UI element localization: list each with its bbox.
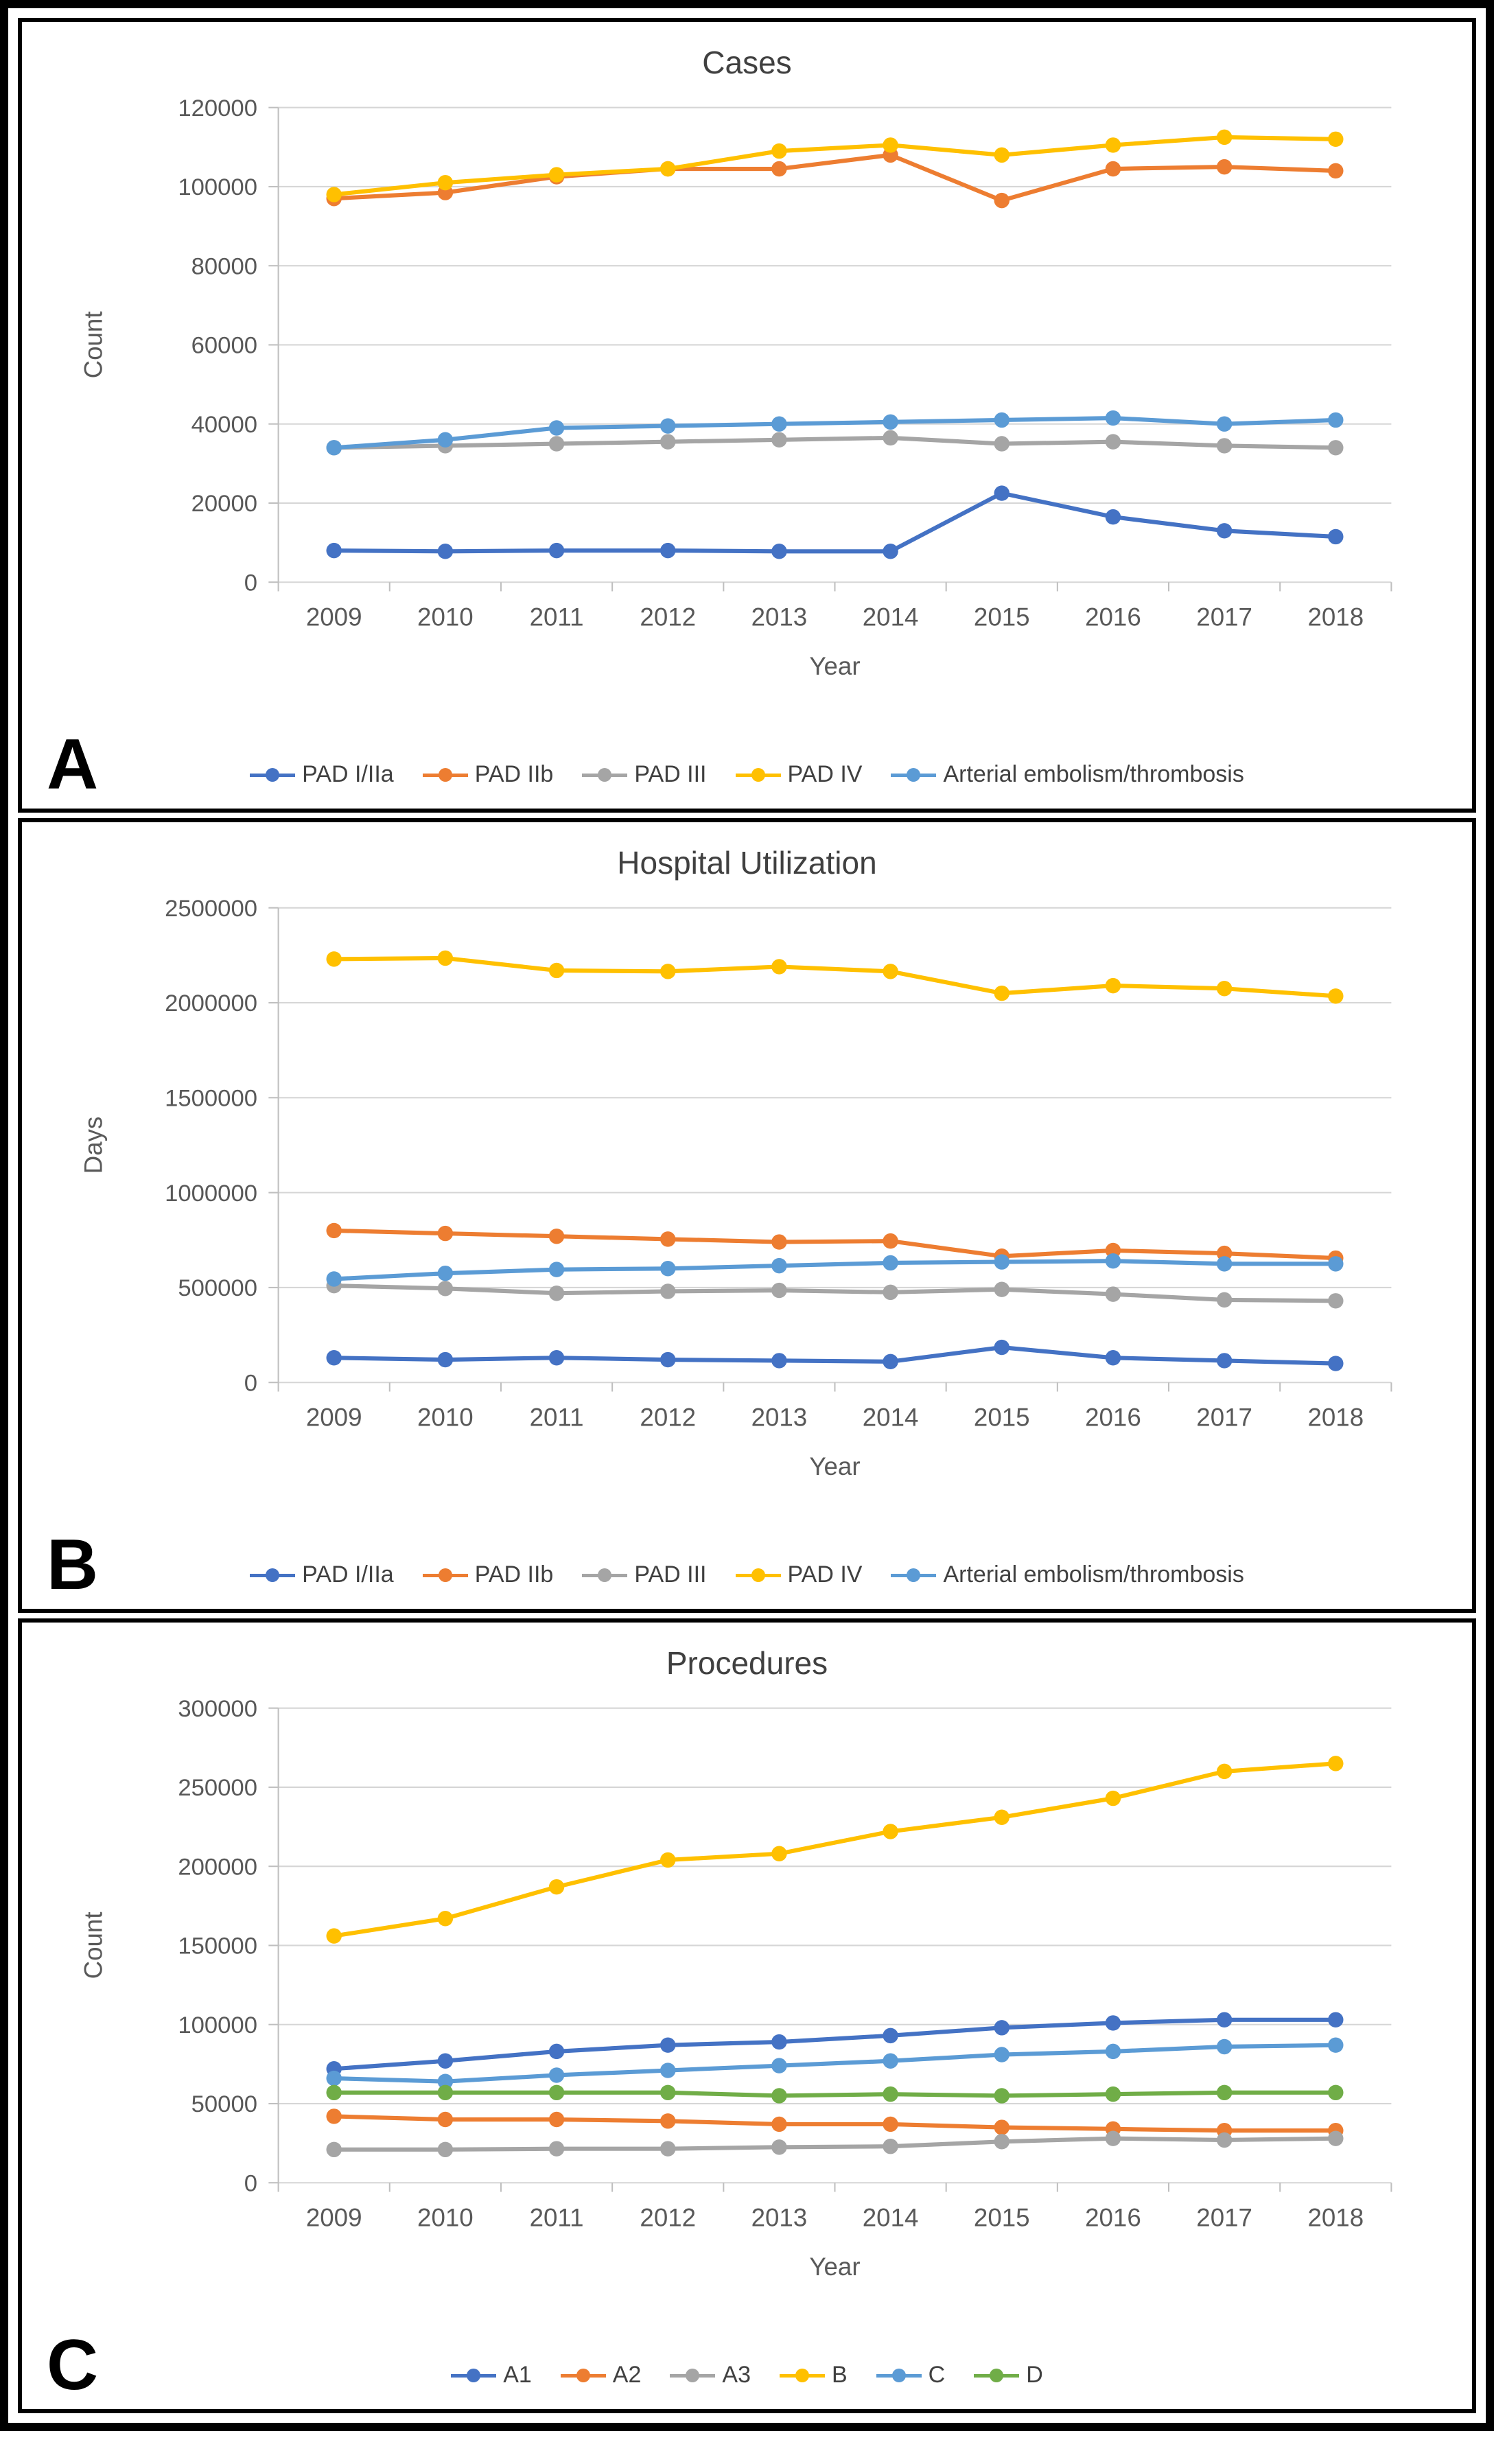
svg-text:60000: 60000: [191, 332, 257, 359]
chart-legend-cases: [36, 761, 1458, 788]
legend-row: [36, 761, 1458, 809]
chart-title-hospital-utilization: Hospital Utilization: [617, 845, 877, 881]
legend-item: [670, 2362, 751, 2389]
svg-text:2017: 2017: [1195, 603, 1252, 631]
svg-text:500000: 500000: [177, 1275, 257, 1302]
legend-marker-icon: [250, 1568, 295, 1583]
svg-text:2016: 2016: [1084, 603, 1141, 631]
legend-item: [736, 761, 863, 788]
legend-item: [423, 761, 554, 788]
legend-marker-icon: [423, 767, 468, 782]
svg-text:80000: 80000: [191, 253, 257, 280]
svg-text:2010: 2010: [417, 1403, 474, 1432]
svg-text:2018: 2018: [1307, 603, 1364, 631]
svg-text:2010: 2010: [417, 2203, 474, 2232]
svg-text:Year: Year: [808, 1452, 861, 1480]
svg-text:2009: 2009: [305, 1403, 362, 1432]
legend-marker-icon: [250, 767, 295, 782]
panel-letter-a: A: [47, 725, 99, 804]
svg-text:Year: Year: [808, 2252, 861, 2281]
svg-text:2013: 2013: [751, 1403, 807, 1432]
svg-text:2012: 2012: [639, 603, 696, 631]
legend-marker-icon: [561, 2368, 606, 2383]
panel-letter-c: C: [47, 2325, 99, 2405]
legend-label: PAD I/IIa: [302, 1561, 394, 1588]
legend-label: PAD III: [634, 1561, 707, 1588]
svg-text:0: 0: [244, 2170, 257, 2197]
svg-text:120000: 120000: [177, 95, 257, 121]
svg-text:2018: 2018: [1307, 1403, 1364, 1432]
legend-marker-icon: [451, 2368, 496, 2383]
svg-text:Count: Count: [79, 311, 108, 379]
svg-text:100000: 100000: [177, 2012, 257, 2038]
chart-title-procedures: Procedures: [666, 1645, 828, 1681]
svg-text:2010: 2010: [417, 603, 474, 631]
svg-text:2013: 2013: [751, 2203, 807, 2232]
legend-item: [561, 2362, 642, 2389]
legend-item: [451, 2362, 532, 2389]
panel-hospital-utilization: [18, 818, 1476, 1613]
legend-marker-icon: [736, 767, 781, 782]
legend-label: Arterial embolism/thrombosis: [943, 1561, 1244, 1588]
svg-text:2015: 2015: [973, 2203, 1030, 2232]
legend-item: [582, 1561, 706, 1588]
chart-legend-procedures: [36, 2362, 1458, 2389]
svg-text:2017: 2017: [1195, 1403, 1252, 1432]
svg-text:Year: Year: [808, 651, 861, 680]
legend-label: PAD IIb: [474, 761, 554, 787]
legend-item: [780, 2362, 848, 2389]
legend-label: D: [1026, 2362, 1043, 2388]
svg-text:2014: 2014: [862, 2203, 918, 2232]
svg-text:100000: 100000: [177, 174, 257, 201]
svg-text:2015: 2015: [973, 603, 1030, 631]
legend-item: [423, 1561, 554, 1588]
legend-item: [891, 1561, 1244, 1588]
legend-item: [736, 1561, 863, 1588]
legend-marker-icon: [876, 2368, 922, 2383]
legend-label: PAD III: [634, 761, 707, 787]
svg-text:300000: 300000: [177, 1695, 257, 1722]
chart-title-cases: Cases: [702, 45, 792, 80]
legend-label: PAD IIb: [474, 1561, 554, 1588]
legend-label: B: [831, 2362, 848, 2388]
svg-text:2018: 2018: [1307, 2203, 1364, 2232]
svg-text:2017: 2017: [1195, 2203, 1252, 2232]
svg-text:2000000: 2000000: [164, 990, 257, 1017]
svg-text:2009: 2009: [305, 603, 362, 631]
legend-item: [974, 2362, 1043, 2389]
svg-text:2011: 2011: [529, 603, 584, 631]
svg-text:250000: 250000: [177, 1775, 257, 1802]
legend-label: A1: [503, 2362, 532, 2388]
svg-text:150000: 150000: [177, 1933, 257, 1960]
panel-cases: [18, 18, 1476, 813]
legend-marker-icon: [582, 767, 627, 782]
line-chart-hospital-utilization: [47, 884, 1447, 1493]
legend-item: [876, 2362, 946, 2389]
svg-text:2009: 2009: [305, 2203, 362, 2232]
svg-text:Count: Count: [79, 1911, 108, 1979]
legend-marker-icon: [423, 1568, 468, 1583]
line-chart-procedures: [47, 1684, 1447, 2293]
chart-legend-hospital-utilization: [36, 1561, 1458, 1588]
legend-label: PAD IV: [787, 761, 863, 787]
panel-letter-b: B: [47, 1525, 99, 1605]
svg-text:2015: 2015: [973, 1403, 1030, 1432]
legend-marker-icon: [974, 2368, 1019, 2383]
svg-text:1000000: 1000000: [164, 1180, 257, 1207]
legend-label: C: [928, 2362, 946, 2388]
svg-text:2016: 2016: [1084, 1403, 1141, 1432]
svg-text:1500000: 1500000: [164, 1085, 257, 1112]
svg-text:2012: 2012: [639, 1403, 696, 1432]
svg-text:2014: 2014: [862, 603, 918, 631]
svg-text:200000: 200000: [177, 1854, 257, 1881]
legend-marker-icon: [736, 1568, 781, 1583]
svg-text:2013: 2013: [751, 603, 807, 631]
legend-marker-icon: [891, 1568, 936, 1583]
legend-label: PAD IV: [787, 1561, 863, 1588]
legend-label: Arterial embolism/thrombosis: [943, 761, 1244, 787]
legend-item: [250, 1561, 394, 1588]
legend-marker-icon: [780, 2368, 825, 2383]
svg-text:40000: 40000: [191, 411, 257, 438]
svg-text:Days: Days: [79, 1116, 108, 1174]
svg-text:2012: 2012: [639, 2203, 696, 2232]
legend-marker-icon: [891, 767, 936, 782]
svg-text:50000: 50000: [191, 2091, 257, 2118]
legend-item: [582, 761, 706, 788]
svg-text:2016: 2016: [1084, 2203, 1141, 2232]
legend-marker-icon: [670, 2368, 715, 2383]
svg-text:0: 0: [244, 1370, 257, 1397]
svg-text:2011: 2011: [529, 2203, 584, 2232]
svg-text:0: 0: [244, 570, 257, 596]
legend-label: A3: [722, 2362, 751, 2388]
legend-label: A2: [612, 2362, 642, 2388]
svg-text:2500000: 2500000: [164, 895, 257, 922]
legend-row: [36, 2362, 1458, 2409]
legend-item: [891, 761, 1244, 788]
svg-text:2014: 2014: [862, 1403, 918, 1432]
svg-text:20000: 20000: [191, 491, 257, 518]
line-chart-cases: [47, 84, 1447, 693]
legend-row: [36, 1561, 1458, 1609]
legend-marker-icon: [582, 1568, 627, 1583]
svg-text:2011: 2011: [529, 1403, 584, 1432]
legend-label: PAD I/IIa: [302, 761, 394, 787]
legend-item: [250, 761, 394, 788]
panel-procedures: [18, 1618, 1476, 2413]
